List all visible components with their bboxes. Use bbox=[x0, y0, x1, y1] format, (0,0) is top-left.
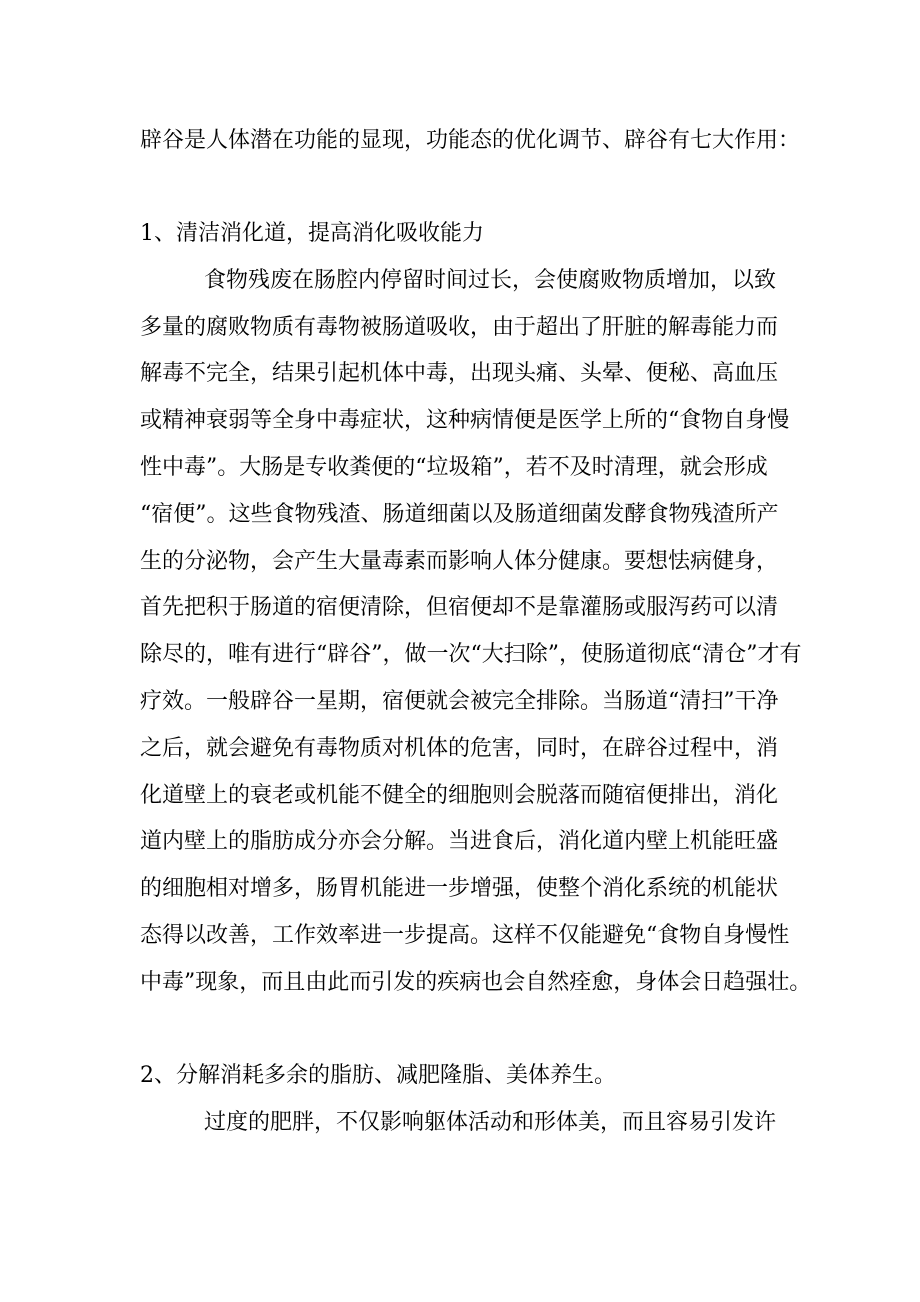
section-1-line-9: 除尽的，唯有进行“辟谷”，做一次“大扫除”，使肠道彻底“清仓”才有 bbox=[140, 642, 802, 667]
section-1-line-12: 化道壁上的衰老或机能不健全的细胞则会脱落而随宿便排出，消化 bbox=[140, 783, 779, 808]
section-1-line-2: 多量的腐败物质有毒物被肠道吸收，由于超出了肝脏的解毒能力而 bbox=[140, 315, 779, 340]
section-1-line-5: 性中毒”。大肠是专收粪便的“垃圾箱”，若不及时清理，就会形成 bbox=[140, 455, 768, 480]
section-1-line-13: 道内壁上的脂肪成分亦会分解。当进食后，消化道内壁上机能旺盛 bbox=[140, 829, 779, 854]
section-1-heading: 1、清洁消化道，提高消化吸收能力 bbox=[140, 221, 484, 246]
section-1-line-14: 的细胞相对增多，肠胃机能进一步增强，使整个消化系统的机能状 bbox=[140, 876, 779, 901]
section-1-line-4: 或精神衰弱等全身中毒症状，这种病情便是医学上所的“食物自身慢 bbox=[140, 408, 790, 433]
section-1-line-3: 解毒不完全，结果引起机体中毒，出现头痛、头晕、便秘、高血压 bbox=[140, 361, 779, 386]
section-1-line-8: 首先把积于肠道的宿便清除，但宿便却不是靠灌肠或服泻药可以清 bbox=[140, 595, 779, 620]
section-1-line-16: 中毒”现象，而且由此而引发的疾病也会自然痊愈，身体会日趋强壮。 bbox=[140, 970, 812, 995]
intro-paragraph: 辟谷是人体潜在功能的显现，功能态的优化调节、辟谷有七大作用： bbox=[140, 128, 801, 153]
section-1-line-11: 之后，就会避免有毒物质对机体的危害，同时，在辟谷过程中，消 bbox=[140, 736, 779, 761]
section-1-line-6: “宿便”。这些食物残渣、肠道细菌以及肠道细菌发酵食物残渣所产 bbox=[140, 502, 779, 527]
section-1-line-7: 生的分泌物，会产生大量毒素而影响人体分健康。要想怯病健身， bbox=[140, 549, 779, 574]
section-1-line-10: 疗效。一般辟谷一星期，宿便就会被完全排除。当肠道“清扫”干净 bbox=[140, 689, 779, 714]
section-2-line-1: 过度的肥胖，不仅影响躯体活动和形体美，而且容易引发许 bbox=[204, 1110, 777, 1135]
section-1-line-15: 态得以改善，工作效率进一步提高。这样不仅能避免“食物自身慢性 bbox=[140, 923, 790, 948]
section-1-line-1: 食物残废在肠腔内停留时间过长，会使腐败物质增加，以致 bbox=[204, 268, 777, 293]
section-2-heading: 2、分解消耗多余的脂肪、减肥隆脂、美体养生。 bbox=[140, 1063, 616, 1088]
